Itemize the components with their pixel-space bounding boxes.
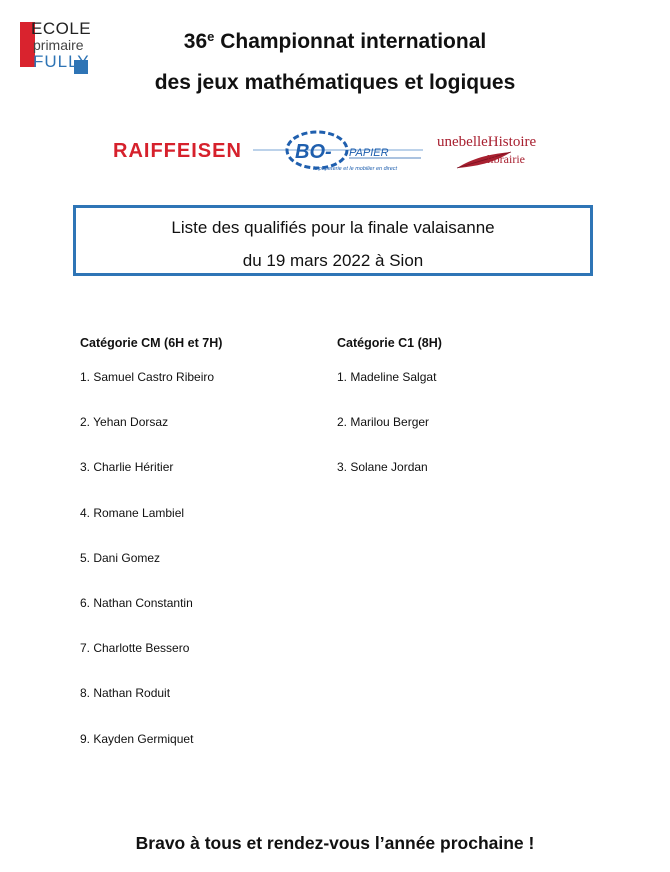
bo-papier-name-2: PAPIER	[349, 147, 389, 159]
title-number: 36	[183, 30, 208, 53]
bo-papier-tagline: la papeterie et le mobilier en direct	[313, 166, 398, 172]
logo-text-primaire: primaire	[33, 37, 84, 53]
info-box-line-2: du 19 mars 2022 à Sion	[242, 251, 424, 270]
category-cm-item: 2. Yehan Dorsaz	[80, 415, 169, 429]
unebelle-histoire-logo	[437, 132, 557, 174]
category-cm-item: 1. Samuel Castro Ribeiro	[80, 370, 215, 384]
category-cm-heading: Catégorie CM (6H et 7H)	[80, 336, 223, 350]
page-title-line-2: des jeux mathématiques et logiques	[154, 71, 516, 94]
logo-text-fully: FULLY	[33, 52, 90, 71]
category-c1-item: 1. Madeline Salgat	[337, 370, 437, 384]
logo-text-ecole: ECOLE	[31, 19, 92, 38]
category-cm-item: 6. Nathan Constantin	[80, 596, 193, 610]
category-cm-item: 4. Romane Lambiel	[80, 506, 185, 520]
school-logo	[20, 16, 92, 78]
category-cm-item: 9. Kayden Germiquet	[80, 732, 194, 746]
bo-papier-graphic	[253, 128, 423, 176]
title-superscript: e	[207, 29, 215, 44]
category-c1-item: 3. Solane Jordan	[337, 460, 428, 474]
bo-papier-logo	[253, 128, 423, 176]
title-rest: Championnat international	[214, 30, 487, 53]
category-c1-heading: Catégorie C1 (8H)	[337, 336, 442, 350]
category-cm-item: 3. Charlie Héritier	[80, 460, 174, 474]
info-box-line-1: Liste des qualifiés pour la finale valaisanne	[171, 218, 495, 237]
category-cm-item: 5. Dani Gomez	[80, 551, 161, 565]
bo-papier-name: BO-	[295, 141, 332, 163]
page-title-line-1	[100, 30, 570, 54]
qualifiers-info-box	[73, 205, 593, 276]
category-cm-item: 7. Charlotte Bessero	[80, 641, 190, 655]
unebelle-histoire-name: unebelleHistoire	[437, 134, 537, 150]
category-cm-item: 8. Nathan Roduit	[80, 686, 171, 700]
unebelle-librairie: librairie	[487, 152, 525, 166]
closing-message: Bravo à tous et rendez-vous l’année prochaine !	[135, 833, 535, 853]
category-c1-item: 2. Marilou Berger	[337, 415, 430, 429]
raiffeisen-logo: RAIFFEISEN	[113, 140, 242, 162]
